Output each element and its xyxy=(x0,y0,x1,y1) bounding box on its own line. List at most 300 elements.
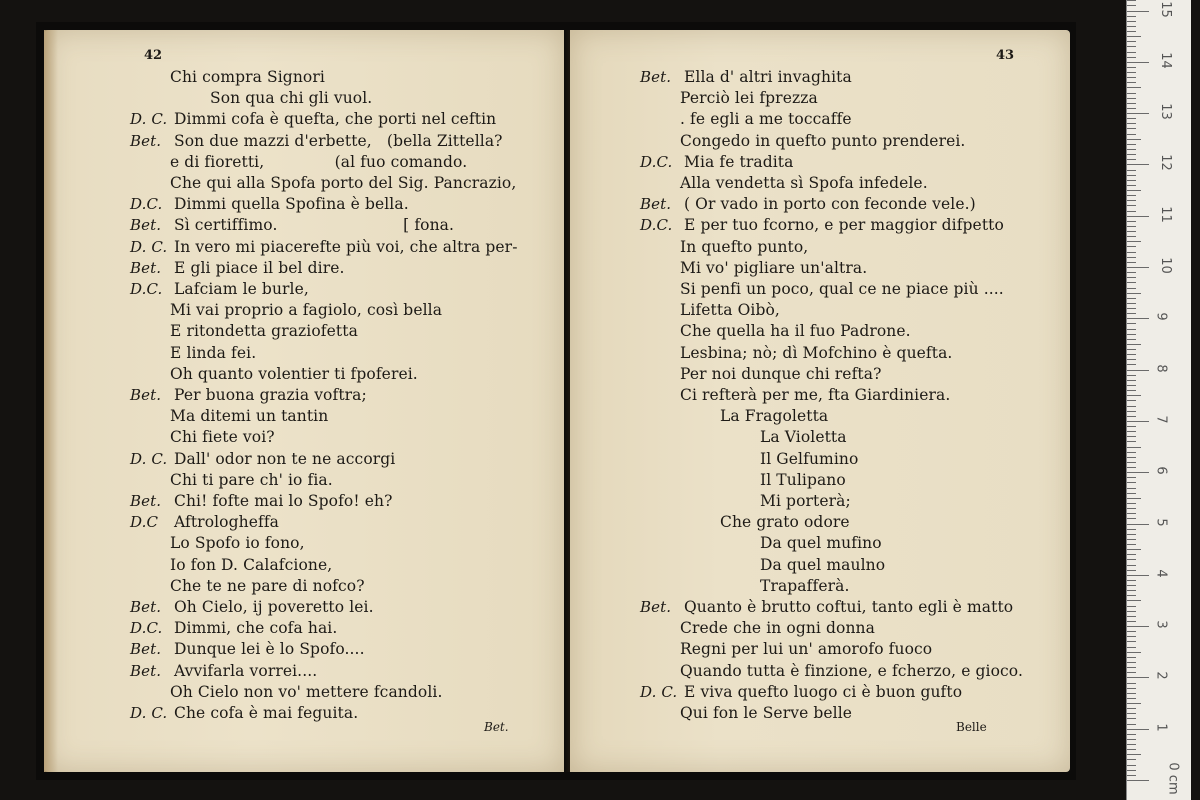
ruler-tick xyxy=(1127,82,1136,83)
text-line xyxy=(130,617,337,639)
ruler-tick xyxy=(1127,667,1136,668)
ruler-tick xyxy=(1127,698,1136,699)
line-text: Che quella ha il fuo Padrone. xyxy=(680,322,911,341)
ruler-tick xyxy=(1127,344,1141,345)
ruler-tick xyxy=(1127,26,1136,27)
ruler-tick xyxy=(1127,0,1136,1)
ruler-tick xyxy=(1127,385,1136,386)
ruler-tick xyxy=(1127,113,1149,114)
ruler-tick xyxy=(1127,195,1136,196)
ruler-tick xyxy=(1127,600,1141,601)
speaker-label: Bet. xyxy=(640,195,672,214)
text-line xyxy=(130,214,454,236)
ruler-tick xyxy=(1127,308,1136,309)
ruler-tick xyxy=(1127,452,1136,453)
line-text: Mi porterà; xyxy=(760,492,851,510)
ruler-tick xyxy=(1127,380,1136,381)
line-text: E linda fei. xyxy=(170,343,257,362)
line-text: Ma ditemi un tantin xyxy=(170,407,329,426)
ruler-tick xyxy=(1127,544,1136,545)
text-line xyxy=(130,384,367,406)
line-text: Oh Cielo non vo' mettere fcandoli. xyxy=(170,682,443,701)
text-line xyxy=(130,448,395,470)
ruler-number: 7 xyxy=(1153,415,1169,424)
line-text: Chi compra Signori xyxy=(170,68,325,86)
ruler-tick xyxy=(1127,513,1136,514)
text-line xyxy=(170,299,442,321)
ruler-tick xyxy=(1127,580,1136,581)
speaker-label: D.C. xyxy=(640,152,673,171)
ruler-tick xyxy=(1127,252,1136,253)
text-line xyxy=(170,426,275,448)
line-text: Chi! fofte mai lo Spofo! eh? xyxy=(174,492,393,510)
ruler-number: 5 xyxy=(1153,517,1169,527)
ruler-tick xyxy=(1127,498,1141,499)
ruler-tick xyxy=(1127,590,1136,591)
ruler-tick xyxy=(1127,226,1136,227)
ruler-number: 13 xyxy=(1157,103,1173,120)
text-line xyxy=(130,511,279,533)
text-line xyxy=(130,236,518,258)
ruler-tick xyxy=(1127,713,1136,714)
line-text: E ritondetta graziofetta xyxy=(170,322,358,341)
ruler-tick xyxy=(1127,395,1141,396)
ruler-tick xyxy=(1127,739,1136,740)
text-line xyxy=(130,257,345,279)
ruler-tick xyxy=(1127,765,1136,766)
speaker-label: Bet. xyxy=(130,492,162,510)
ruler-tick xyxy=(1127,87,1141,88)
text-line xyxy=(130,278,309,300)
ruler-tick xyxy=(1127,744,1136,745)
ruler-tick xyxy=(1127,221,1136,222)
ruler-tick xyxy=(1127,406,1136,407)
speaker-label: D.C. xyxy=(130,619,163,638)
ruler-tick xyxy=(1127,298,1136,299)
ruler-tick xyxy=(1127,524,1149,525)
speaker-label: Bet. xyxy=(130,640,162,659)
ruler-tick xyxy=(1127,482,1136,483)
ruler-tick xyxy=(1127,139,1141,140)
ruler-tick xyxy=(1127,108,1136,109)
ruler-tick xyxy=(1127,529,1136,530)
line-text: Trapafferà. xyxy=(760,576,850,595)
ruler-tick xyxy=(1127,149,1136,150)
ruler-tick xyxy=(1127,211,1136,212)
ruler-tick xyxy=(1127,241,1141,242)
text-line xyxy=(680,299,780,321)
line-text: E viva quefto luogo ci è buon gufto xyxy=(684,682,963,701)
left-page xyxy=(44,30,564,772)
ruler-tick xyxy=(1127,441,1136,442)
line-text: Mia fe tradita xyxy=(684,152,794,171)
text-line xyxy=(170,469,333,491)
text-line xyxy=(130,193,409,215)
ruler-tick xyxy=(1127,749,1136,750)
ruler-tick xyxy=(1127,277,1136,278)
ruler-tick xyxy=(1127,46,1136,47)
line-text: Dunque lei è lo Spofo.... xyxy=(174,640,365,659)
line-text: Chi ti pare ch' io fia. xyxy=(170,470,333,489)
ruler-tick xyxy=(1127,370,1149,371)
ruler-tick xyxy=(1127,216,1149,217)
ruler-tick xyxy=(1127,246,1136,247)
speaker-label: Bet. xyxy=(130,386,162,404)
ruler-tick xyxy=(1127,539,1136,540)
ruler-number: 1 xyxy=(1153,723,1169,732)
ruler-tick xyxy=(1127,144,1136,145)
ruler-tick xyxy=(1127,390,1136,391)
ruler-tick xyxy=(1127,123,1136,124)
line-text: Lo Spofo io fono, xyxy=(170,534,305,553)
text-line xyxy=(170,575,365,597)
text-line xyxy=(760,469,846,491)
text-line xyxy=(680,384,950,406)
ruler-tick xyxy=(1127,759,1136,760)
text-line xyxy=(640,214,1004,236)
ruler-tick xyxy=(1127,595,1136,596)
line-text: Dimmi, che cofa hai. xyxy=(174,619,338,638)
line-text: Son due mazzi d'erbette, (bella Zittella? xyxy=(174,131,503,150)
line-text: Che qui alla Spofa porto del Sig. Pancrazio, xyxy=(170,174,517,192)
text-line xyxy=(720,405,828,427)
text-line xyxy=(640,66,852,88)
text-line xyxy=(640,151,793,173)
text-line xyxy=(680,130,965,152)
ruler-number: 15 xyxy=(1157,0,1173,18)
text-line xyxy=(760,575,849,597)
ruler-number: 12 xyxy=(1157,154,1173,172)
line-text: Quanto è brutto coftui, tanto egli è matto xyxy=(684,598,1014,616)
line-text: Dimmi quella Spofina è bella. xyxy=(174,195,409,214)
ruler-number: 8 xyxy=(1153,363,1169,373)
line-text: Avvifarla vorrei.... xyxy=(174,661,318,680)
text-line xyxy=(640,193,976,215)
line-text: La Violetta xyxy=(760,428,847,447)
speaker-label: Bet. xyxy=(130,258,162,277)
ruler-number: 6 xyxy=(1153,466,1169,475)
ruler-tick xyxy=(1127,611,1136,612)
ruler-tick xyxy=(1127,467,1136,468)
ruler-tick xyxy=(1127,334,1136,335)
text-line xyxy=(130,130,503,152)
ruler-tick xyxy=(1127,354,1136,355)
ruler-tick xyxy=(1127,472,1149,473)
ruler-number: 14 xyxy=(1157,52,1173,69)
line-text: ( Or vado in porto con feconde vele.) xyxy=(684,195,976,214)
text-line xyxy=(130,660,317,682)
ruler-tick xyxy=(1127,72,1136,73)
ruler-tick xyxy=(1127,36,1141,37)
ruler-number: 11 xyxy=(1157,205,1173,223)
ruler-tick xyxy=(1127,677,1149,678)
ruler-tick xyxy=(1127,103,1136,104)
ruler-tick xyxy=(1127,508,1136,509)
ruler-number: 0 cm xyxy=(1165,762,1181,795)
ruler-tick xyxy=(1127,641,1136,642)
speaker-label: D. C. xyxy=(130,704,168,722)
text-line xyxy=(130,490,393,512)
ruler-tick xyxy=(1127,585,1136,586)
ruler-tick xyxy=(1127,780,1149,781)
ruler-tick xyxy=(1127,303,1136,304)
ruler-tick xyxy=(1127,267,1149,268)
ruler-number: 9 xyxy=(1153,312,1169,321)
line-text: Oh quanto volentier ti fpoferei. xyxy=(170,364,418,383)
ruler-tick xyxy=(1127,164,1149,165)
ruler-tick xyxy=(1127,11,1149,12)
ruler-tick xyxy=(1127,462,1136,463)
text-line xyxy=(130,596,374,618)
line-text: Lesbina; nò; dì Mofchino è quefta. xyxy=(680,343,953,362)
measuring-ruler xyxy=(1126,0,1191,800)
ruler-tick xyxy=(1127,647,1136,648)
ruler-tick xyxy=(1127,293,1141,294)
line-text: Da quel mufino xyxy=(760,534,882,553)
line-text: Qui fon le Serve belle xyxy=(680,704,853,722)
ruler-tick xyxy=(1127,421,1149,422)
text-line xyxy=(170,405,328,427)
text-line xyxy=(760,448,858,470)
line-text: Che cofa è mai feguita. xyxy=(174,704,359,722)
ruler-tick xyxy=(1127,724,1136,725)
line-text: Dimmi cofa è quefta, che porti nel ceftin xyxy=(174,110,497,129)
line-text: Che grato odore xyxy=(720,513,850,532)
ruler-tick xyxy=(1127,5,1136,6)
line-text: Che te ne pare di nofco? xyxy=(170,576,365,595)
line-text: Il Gelfumino xyxy=(760,449,859,468)
text-line xyxy=(680,702,852,724)
ruler-tick xyxy=(1127,118,1136,119)
text-line xyxy=(170,320,358,342)
ruler-tick xyxy=(1127,416,1136,417)
ruler-tick xyxy=(1127,672,1136,673)
ruler-tick xyxy=(1127,323,1136,324)
ruler-tick xyxy=(1127,200,1136,201)
ruler-tick xyxy=(1127,31,1136,32)
ruler-tick xyxy=(1127,272,1136,273)
right-catchword: Belle xyxy=(956,720,987,734)
ruler-tick xyxy=(1127,154,1136,155)
line-text: Lifetta Oibò, xyxy=(680,301,780,320)
ruler-tick xyxy=(1127,180,1136,181)
ruler-tick xyxy=(1127,518,1136,519)
line-text: In vero mi piacerefte più voi, che altra per- xyxy=(174,237,518,256)
line-text: Perciò lei fprezza xyxy=(680,89,818,108)
ruler-tick xyxy=(1127,734,1136,735)
line-text: Lafciam le burle, xyxy=(174,280,309,298)
ruler-tick xyxy=(1127,159,1136,160)
ruler-tick xyxy=(1127,359,1136,360)
ruler-tick xyxy=(1127,729,1149,730)
line-text: E per tuo fcorno, e per maggior difpetto xyxy=(684,216,1004,235)
ruler-tick xyxy=(1127,493,1136,494)
text-line xyxy=(170,66,325,88)
line-text: Dall' odor non te ne accorgi xyxy=(174,449,396,468)
text-line xyxy=(170,172,516,194)
ruler-tick xyxy=(1127,170,1136,171)
text-line xyxy=(680,638,932,660)
speaker-label: D.C. xyxy=(640,216,673,235)
line-text: Congedo in quefto punto prenderei. xyxy=(680,131,966,150)
text-line xyxy=(680,617,875,639)
ruler-tick xyxy=(1127,57,1136,58)
line-text: Per noi dunque chi refta? xyxy=(680,364,882,383)
text-line xyxy=(170,363,418,385)
speaker-label: D.C. xyxy=(130,195,163,214)
text-line xyxy=(680,257,867,279)
text-line xyxy=(170,151,467,173)
text-line xyxy=(760,532,882,554)
text-line xyxy=(170,554,332,576)
line-text: Per buona grazia voftra; xyxy=(174,386,367,404)
line-text: . fe egli a me toccaffe xyxy=(680,110,852,129)
ruler-tick xyxy=(1127,718,1136,719)
speaker-label: Bet. xyxy=(640,68,672,86)
ruler-tick xyxy=(1127,431,1136,432)
ruler-tick xyxy=(1127,447,1141,448)
ruler-tick xyxy=(1127,565,1136,566)
right-page xyxy=(570,30,1070,772)
line-text: Quando tutta è finzione, e fcherzo, e gioco. xyxy=(680,661,1023,680)
ruler-tick xyxy=(1127,231,1136,232)
ruler-tick xyxy=(1127,339,1136,340)
ruler-tick xyxy=(1127,329,1136,330)
ruler-tick xyxy=(1127,41,1136,42)
ruler-tick xyxy=(1127,205,1136,206)
ruler-tick xyxy=(1127,375,1136,376)
ruler-tick xyxy=(1127,185,1136,186)
ruler-tick xyxy=(1127,606,1136,607)
text-line xyxy=(680,172,928,194)
speaker-label: D. C. xyxy=(130,449,168,468)
ruler-tick xyxy=(1127,93,1136,94)
speaker-label: D.C. xyxy=(130,280,163,298)
line-text: La Fragoletta xyxy=(720,407,829,426)
ruler-tick xyxy=(1127,400,1136,401)
ruler-tick xyxy=(1127,128,1136,129)
ruler-tick xyxy=(1127,175,1136,176)
line-text: Ella d' altri invaghita xyxy=(684,68,852,86)
line-text: Si penfi un poco, qual ce ne piace più .... xyxy=(680,280,1004,298)
line-text: Il Tulipano xyxy=(760,470,846,489)
speaker-label: Bet. xyxy=(130,131,162,150)
ruler-tick xyxy=(1127,313,1136,314)
line-text: Regni per lui un' amorofo fuoco xyxy=(680,640,933,659)
ruler-tick xyxy=(1127,436,1136,437)
text-line xyxy=(760,490,851,512)
ruler-tick xyxy=(1127,16,1136,17)
ruler-tick xyxy=(1127,77,1136,78)
text-line xyxy=(680,87,818,109)
ruler-tick xyxy=(1127,349,1136,350)
text-line xyxy=(170,681,442,703)
ruler-tick xyxy=(1127,134,1136,135)
line-text: Io fon D. Calafcione, xyxy=(170,555,333,574)
ruler-tick xyxy=(1127,549,1141,550)
ruler-tick xyxy=(1127,636,1136,637)
text-line xyxy=(640,596,1013,618)
ruler-number: 2 xyxy=(1153,671,1169,681)
text-line xyxy=(680,278,1004,300)
ruler-tick xyxy=(1127,21,1136,22)
ruler-tick xyxy=(1127,426,1136,427)
line-text: e di fioretti, (al fuo comando. xyxy=(170,152,468,171)
line-text: Mi vo' pigliare un'altra. xyxy=(680,258,868,277)
ruler-tick xyxy=(1127,52,1136,53)
ruler-tick xyxy=(1127,236,1136,237)
ruler-tick xyxy=(1127,477,1136,478)
text-line xyxy=(680,660,1023,682)
line-text: Oh Cielo, ij poveretto lei. xyxy=(174,598,374,616)
speaker-label: D. C. xyxy=(640,682,678,701)
ruler-tick xyxy=(1127,318,1149,319)
ruler-tick xyxy=(1127,775,1136,776)
text-line xyxy=(680,342,952,364)
text-line xyxy=(680,236,808,258)
line-text: Ci refterà per me, fta Giardiniera. xyxy=(680,386,951,404)
ruler-tick xyxy=(1127,703,1141,704)
text-line xyxy=(130,638,365,660)
line-text: Chi fiete voi? xyxy=(170,428,275,447)
speaker-label: Bet. xyxy=(130,598,162,616)
speaker-label: Bet. xyxy=(130,661,162,680)
line-text: Da quel maulno xyxy=(760,555,886,574)
ruler-number: 4 xyxy=(1153,569,1169,578)
ruler-tick xyxy=(1127,708,1136,709)
open-book xyxy=(36,22,1076,780)
text-line xyxy=(130,108,496,130)
line-text: Crede che in ogni donna xyxy=(680,619,875,638)
left-page-number: 42 xyxy=(144,48,163,63)
text-line xyxy=(170,342,256,364)
text-line xyxy=(130,702,358,724)
ruler-tick xyxy=(1127,770,1136,771)
ruler-tick xyxy=(1127,570,1136,571)
ruler-tick xyxy=(1127,262,1136,263)
text-line xyxy=(170,532,305,554)
line-text: Sì certiffimo. [ fona. xyxy=(174,216,455,235)
line-text: Aftrologheffa xyxy=(174,513,280,532)
ruler-tick xyxy=(1127,282,1136,283)
speaker-label: Bet. xyxy=(640,598,672,616)
ruler-tick xyxy=(1127,488,1136,489)
ruler-tick xyxy=(1127,62,1149,63)
ruler-tick xyxy=(1127,652,1141,653)
text-line xyxy=(640,681,962,703)
text-line xyxy=(680,363,881,385)
ruler-tick xyxy=(1127,67,1136,68)
left-catchword: Bet. xyxy=(484,720,509,734)
speaker-label: D. C. xyxy=(130,237,168,256)
ruler-tick xyxy=(1127,616,1136,617)
ruler-tick xyxy=(1127,626,1149,627)
ruler-tick xyxy=(1127,559,1136,560)
speaker-label: D.C xyxy=(130,513,159,532)
text-line xyxy=(680,108,852,130)
ruler-tick xyxy=(1127,288,1136,289)
ruler-number: 10 xyxy=(1157,257,1173,274)
ruler-number: 3 xyxy=(1153,620,1169,629)
ruler-tick xyxy=(1127,503,1136,504)
ruler-tick xyxy=(1127,688,1136,689)
ruler-tick xyxy=(1127,693,1136,694)
speaker-label: Bet. xyxy=(130,216,162,235)
speaker-label: D. C. xyxy=(130,110,168,129)
ruler-tick xyxy=(1127,575,1149,576)
ruler-tick xyxy=(1127,631,1136,632)
ruler-tick xyxy=(1127,754,1141,755)
